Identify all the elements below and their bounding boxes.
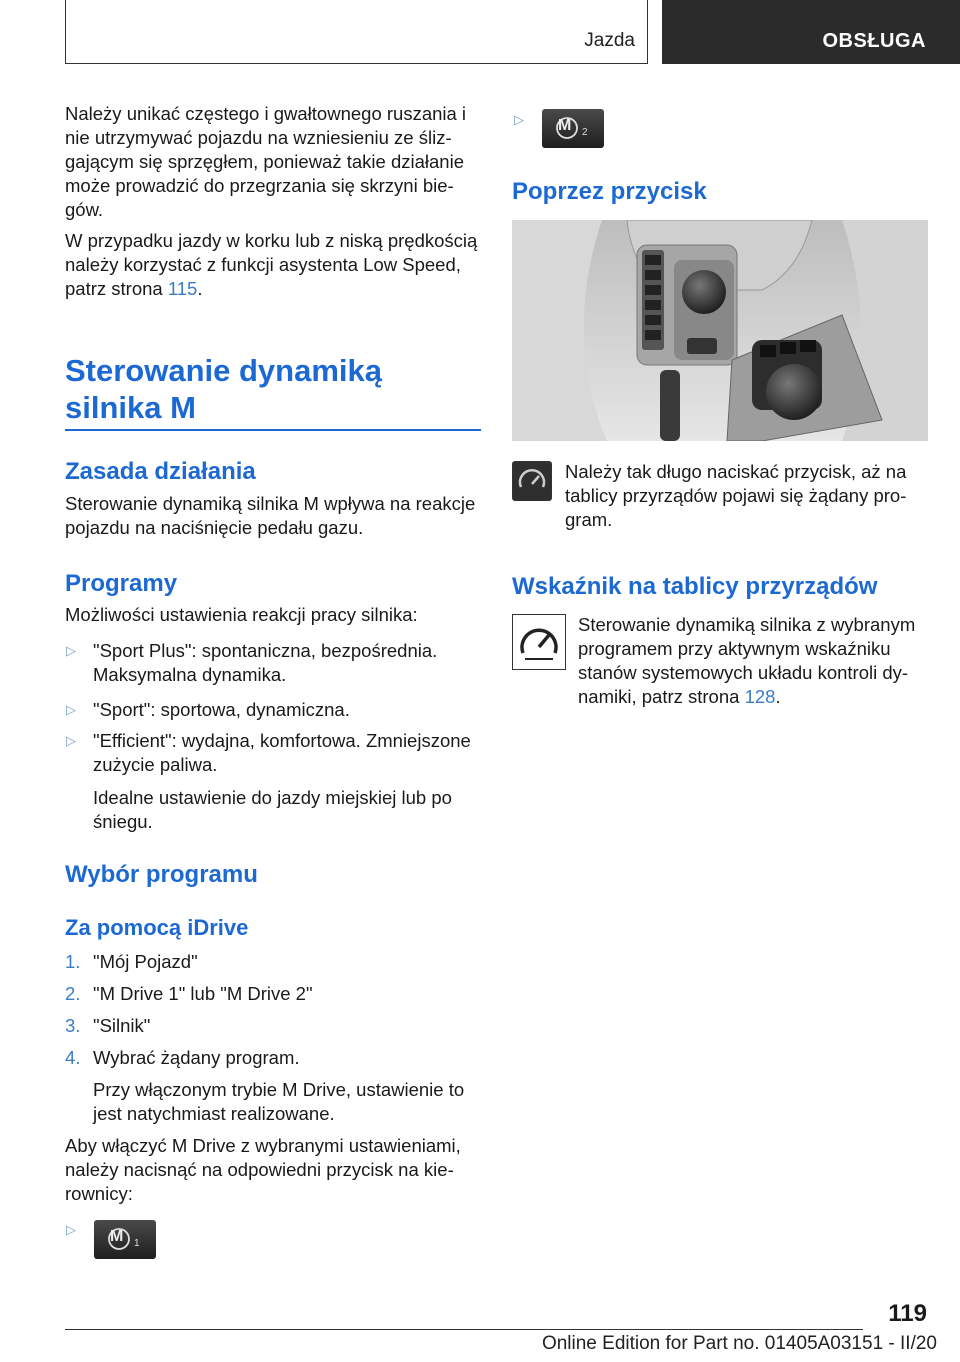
mdrive-text: Aby włączyć M Drive z wybranymi ustawieniami, należy nacisnąć na odpowiedni przycisk na kierownicy: (65, 1135, 461, 1204)
list-item: "Efficient": wydajna, komfortowa. Zmniejszone zużycie paliwa. (93, 730, 471, 775)
chapter-heading: Sterowanie dynamiką silnika M (65, 353, 383, 425)
step-number: 1. (65, 951, 81, 972)
m-drive-2-button-image (542, 109, 604, 148)
footer-rule (65, 1329, 863, 1330)
wskaznik-text: Sterowanie dynamiką silnika z wybranym programem przy aktywnym wskaźniku stanów systemowych układu kontroli dynamiki, patrz strona 128. (578, 614, 916, 707)
zasada-text: Sterowanie dynamiką silnika M wpływa na reakcje pojazdu na naciśnięcie pedału gazu. (65, 493, 476, 538)
m-drive-2-sub: 2 (582, 127, 588, 138)
heading-wybor: Wybór programu (65, 861, 258, 888)
list-item: "Sport Plus": spontaniczna, bezpośrednia. Maksymalna dynamika. (93, 640, 438, 685)
triangle-right-outline-icon: ▷ (66, 643, 76, 658)
triangle-right-outline-icon: ▷ (514, 112, 524, 127)
m-drive-1-sub: 1 (134, 1238, 140, 1249)
m-drive-2-label: M (558, 117, 572, 134)
heading-zasada: Zasada działania (65, 458, 256, 485)
paragraph-clutch: Należy unikać częstego i gwałtownego ruszania i nie utrzymywać pojazdu na wzniesieniu ze ślizgającym się sprzęgłem, ponieważ takie działanie może prowadzić do przegrzania się skrzyni biegów. (65, 103, 467, 220)
m-drive-1-button-image (94, 1220, 156, 1259)
heading-wskaznik: Wskaźnik na tablicy przyrządów (512, 573, 878, 600)
triangle-right-outline-icon: ▷ (66, 1222, 76, 1237)
step-text: "Silnik" (93, 1015, 151, 1036)
m-drive-1-label: M (110, 1228, 124, 1245)
page-link-115[interactable]: 115 (167, 278, 198, 299)
triangle-right-outline-icon: ▷ (66, 733, 76, 748)
programy-intro: Możliwości ustawienia reakcji pracy silnika: (65, 604, 418, 625)
step-text: "Mój Pojazd" (93, 951, 198, 972)
header-section-title: Jazda (584, 30, 635, 51)
step-number: 4. (65, 1047, 81, 1068)
heading-przycisk: Poprzez przycisk (512, 178, 707, 205)
dynamic-gauge-icon (513, 615, 565, 669)
center-console-photo (512, 220, 928, 441)
speedometer-icon (513, 462, 551, 500)
paragraph-low-speed: W przypadku jazdy w korku lub z niską prędkością należy korzystać z funkcji asystenta Low Speed, patrz strona 115. (65, 230, 478, 299)
gauge-button-image (512, 461, 552, 501)
header-frame (65, 0, 648, 64)
step-number: 3. (65, 1015, 81, 1036)
list-item: "Sport": sportowa, dynamiczna. (93, 699, 350, 720)
footer-edition: Online Edition for Part no. 01405A03151 - II/20 (541, 1333, 937, 1354)
heading-programy: Programy (65, 570, 178, 597)
przycisk-text: Należy tak długo naciskać przycisk, aż na tablicy przyrządów pojawi się żądany program. (565, 461, 907, 530)
heading-idrive: Za pomocą iDrive (65, 915, 249, 940)
heading-rule (65, 429, 481, 431)
triangle-right-outline-icon: ▷ (66, 702, 76, 717)
page-link-128[interactable]: 128 (744, 686, 776, 707)
step-text: "M Drive 1" lub "M Drive 2" (93, 983, 313, 1004)
page-number: 119 (888, 1300, 927, 1327)
przycisk-text-indent (565, 460, 925, 532)
intro-text (65, 102, 480, 301)
list-note: Idealne ustawienie do jazdy miejskiej lub po śniegu. (93, 787, 452, 832)
dynamic-indicator-image (512, 614, 566, 670)
step-text: Wybrać żądany program. (93, 1047, 300, 1068)
step-number: 2. (65, 983, 81, 1004)
step-note: Przy włączonym trybie M Drive, ustawienie to jest natychmiast realizowane. (93, 1079, 465, 1124)
header-chapter-tab: OBSŁUGA (662, 0, 960, 64)
